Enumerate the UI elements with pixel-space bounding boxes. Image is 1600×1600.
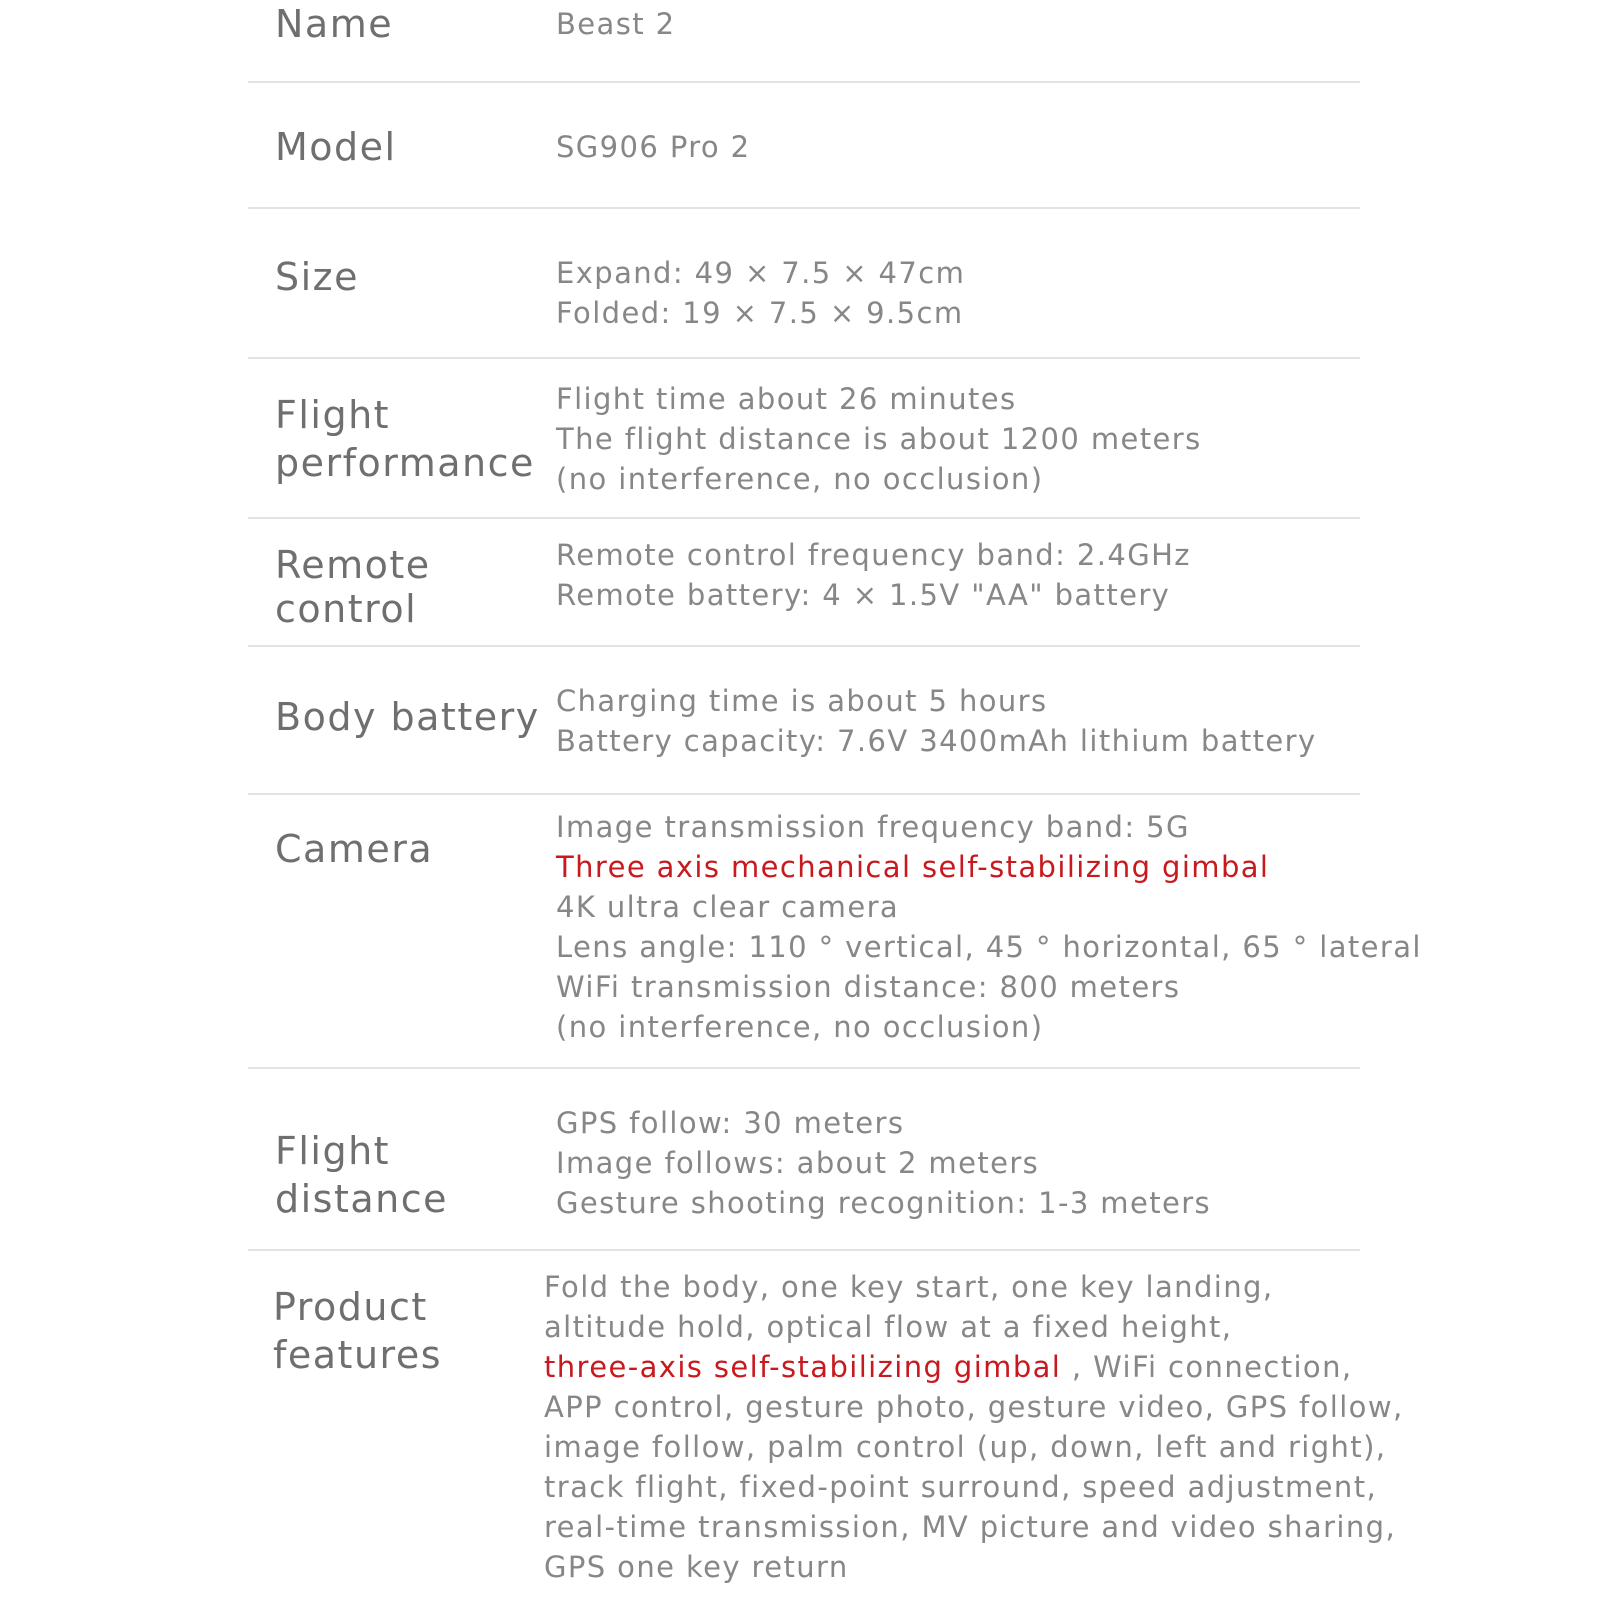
spec-value-product-features [544, 1267, 1404, 1587]
spec-label-line: Product [273, 1285, 428, 1329]
spec-value-name: Beast 2 [556, 7, 676, 41]
spec-label-line: control [275, 587, 418, 631]
spec-label-product-features [273, 1283, 442, 1379]
spec-label-body-battery: Body battery [275, 695, 540, 739]
spec-line: The flight distance is about 1200 meters [556, 422, 1202, 456]
spec-line: Gesture shooting recognition: 1-3 meters [556, 1186, 1212, 1220]
spec-row-name [248, 0, 1360, 82]
spec-line: Image transmission frequency band: 5G [556, 810, 1190, 844]
spec-label-camera: Camera [275, 827, 434, 871]
spec-row-remote-control [248, 519, 1360, 645]
spec-value-flight-distance [556, 1103, 1211, 1223]
spec-line: APP control, gesture photo, gesture video, GPS follow, [544, 1390, 1404, 1424]
spec-line: GPS one key return [544, 1550, 849, 1584]
spec-line: real-time transmission, MV picture and video sharing, [544, 1510, 1397, 1544]
spec-row-camera [248, 795, 1422, 1067]
spec-line: (no interference, no occlusion) [556, 462, 1044, 496]
spec-line-highlight: Three axis mechanical self-stabilizing gimbal [556, 850, 1270, 884]
spec-value-size [556, 253, 965, 333]
spec-line: Image follows: about 2 meters [556, 1146, 1040, 1180]
spec-label-line: Remote [275, 543, 431, 587]
spec-line: Fold the body, one key start, one key landing, [544, 1270, 1274, 1304]
spec-value-flight-performance [556, 379, 1202, 499]
spec-label-line: features [273, 1333, 442, 1377]
spec-line: (no interference, no occlusion) [556, 1010, 1044, 1044]
spec-line: Flight time about 26 minutes [556, 382, 1017, 416]
spec-line: GPS follow: 30 meters [556, 1106, 905, 1140]
spec-line [544, 1347, 1404, 1387]
spec-label-model: Model [275, 125, 397, 169]
spec-label-flight-performance [275, 391, 535, 487]
spec-line: Charging time is about 5 hours [556, 684, 1048, 718]
spec-line: altitude hold, optical flow at a fixed height, [544, 1310, 1233, 1344]
spec-line: Battery capacity: 7.6V 3400mAh lithium battery [556, 724, 1317, 758]
spec-row-flight-performance [248, 359, 1360, 517]
spec-label-line: distance [275, 1177, 449, 1221]
spec-line: Remote control frequency band: 2.4GHz [556, 538, 1191, 572]
spec-label-line: performance [275, 441, 535, 485]
spec-label-size: Size [275, 255, 360, 299]
spec-line: Lens angle: 110 ° vertical, 45 ° horizontal, 65 ° lateral [556, 930, 1422, 964]
spec-label-line: Flight [275, 393, 391, 437]
spec-value-model: SG906 Pro 2 [556, 130, 751, 164]
spec-row-flight-distance [248, 1069, 1360, 1249]
spec-row-model [248, 83, 1360, 207]
spec-line: Expand: 49 × 7.5 × 47cm [556, 256, 966, 290]
spec-row-product-features [248, 1251, 1404, 1600]
spec-value-body-battery [556, 681, 1317, 761]
spec-value-camera [556, 807, 1422, 1047]
spec-line: image follow, palm control (up, down, left and right), [544, 1430, 1387, 1464]
spec-line-rest: , WiFi connection, [1061, 1350, 1353, 1384]
spec-line: 4K ultra clear camera [556, 890, 900, 924]
spec-row-size [248, 209, 1360, 357]
spec-line: Folded: 19 × 7.5 × 9.5cm [556, 296, 964, 330]
spec-line-highlight: three-axis self-stabilizing gimbal [544, 1350, 1062, 1384]
spec-row-body-battery [248, 647, 1360, 793]
spec-line: track flight, fixed-point surround, speed adjustment, [544, 1470, 1378, 1504]
spec-label-remote-control [275, 543, 431, 631]
spec-line: Remote battery: 4 × 1.5V "AA" battery [556, 578, 1171, 612]
spec-label-name: Name [275, 2, 394, 46]
spec-value-remote-control [556, 535, 1191, 615]
spec-label-line: Flight [275, 1129, 391, 1173]
spec-label-flight-distance [275, 1127, 448, 1223]
spec-line: WiFi transmission distance: 800 meters [556, 970, 1181, 1004]
